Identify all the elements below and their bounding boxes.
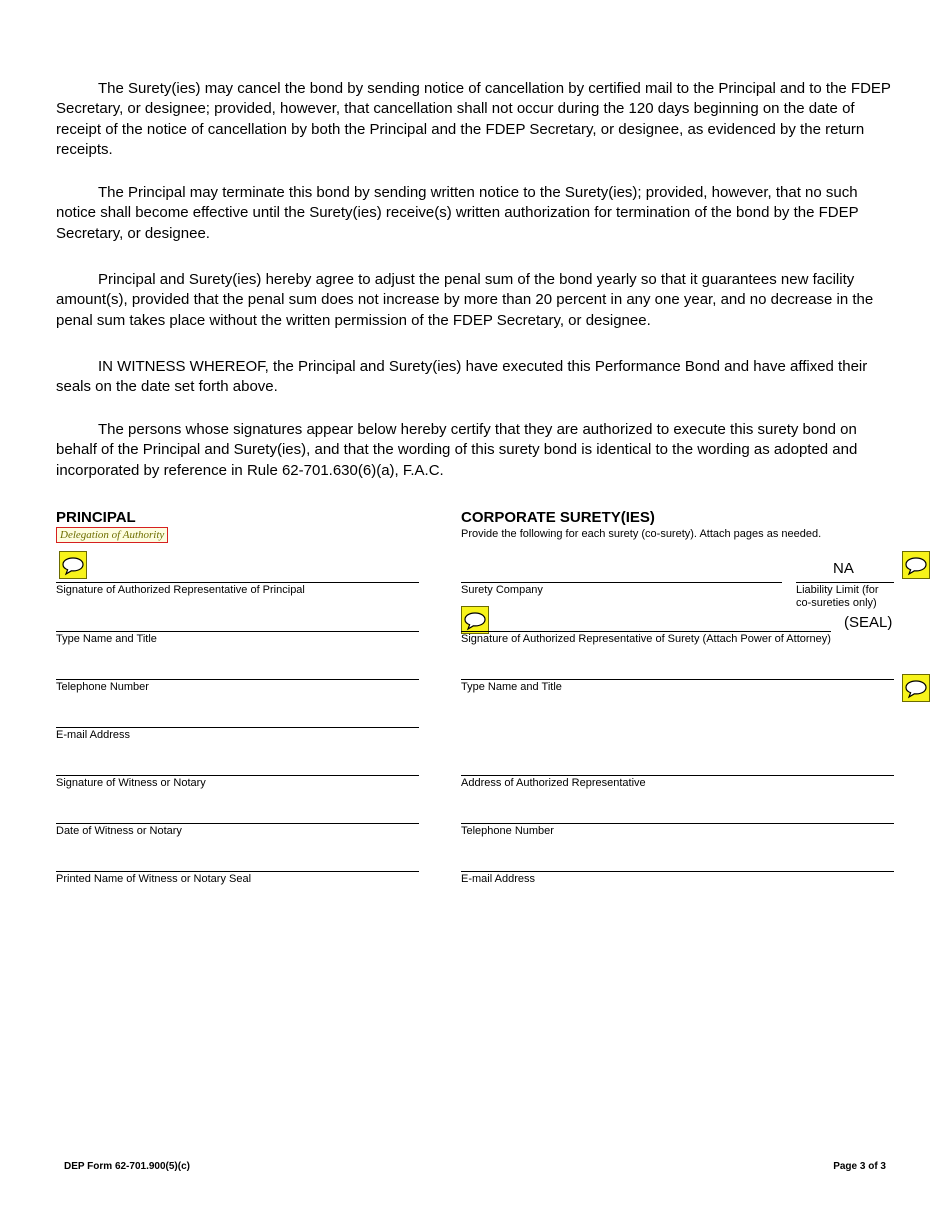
principal-telephone-label: Telephone Number [56, 681, 149, 693]
principal-name-title-label: Type Name and Title [56, 633, 157, 645]
witness-date-label: Date of Witness or Notary [56, 825, 182, 837]
principal-email-line[interactable] [56, 727, 419, 728]
surety-email-line[interactable] [461, 871, 894, 872]
paragraph-certification: The persons whose signatures appear below hereby certify that they are authorized to execute this surety bond on behalf of the Principal and Surety(ies), and that the wording of this surety bond is identical to the wording as adopted and incorporated by reference in Rule 62-701.630(6)(a), F.A.C. [56, 421, 858, 479]
seal-label: (SEAL) [844, 614, 893, 631]
paragraph-cancellation: The Surety(ies) may cancel the bond by sending notice of cancellation by certified mail to the Principal and to the FDEP Secretary, or designee; provided, however, that cancellation shall not occur during the 120 days beginning on the date of receipt of the notice of cancellation by both the Principal and the FDEP Secretary, or designee, as evidenced by the return receipts. [56, 80, 891, 158]
comment-note-icon[interactable] [461, 606, 489, 634]
surety-telephone-label: Telephone Number [461, 825, 554, 837]
comment-note-icon[interactable] [902, 551, 930, 579]
surety-address-label: Address of Authorized Representative [461, 777, 646, 789]
witness-printed-name-label: Printed Name of Witness or Notary Seal [56, 873, 252, 885]
principal-telephone-line[interactable] [56, 679, 419, 680]
liability-limit-label: Liability Limit (for co-sureties only) [796, 584, 879, 609]
surety-company-line[interactable] [461, 582, 782, 583]
surety-company-label: Surety Company [461, 584, 543, 596]
surety-address-line[interactable] [461, 775, 894, 776]
surety-signature-line[interactable] [461, 631, 831, 632]
surety-instruction: Provide the following for each surety (co-surety). Attach pages as needed. [461, 528, 822, 540]
principal-signature-line[interactable] [56, 582, 419, 583]
comment-note-icon[interactable] [902, 674, 930, 702]
liability-limit-line[interactable] [796, 582, 894, 583]
principal-email-label: E-mail Address [56, 729, 130, 741]
principal-signature-label: Signature of Authorized Representative of Principal [56, 584, 305, 596]
surety-email-label: E-mail Address [461, 873, 535, 885]
surety-name-title-label: Type Name and Title [461, 681, 562, 693]
paragraph-termination: The Principal may terminate this bond by sending written notice to the Surety(ies); provided, however, that no such notice shall become effective until the Surety(ies) receive(s) written authorization for termination of the bond by the FDEP Secretary, or designee. [56, 184, 859, 242]
delegation-of-authority-button[interactable]: Delegation of Authority [56, 527, 168, 543]
principal-name-title-line[interactable] [56, 631, 419, 632]
witness-printed-name-line[interactable] [56, 871, 419, 872]
liability-limit-value[interactable]: NA [833, 560, 854, 577]
principal-heading: PRINCIPAL [56, 509, 136, 526]
paragraph-witness: IN WITNESS WHEREOF, the Principal and Surety(ies) have executed this Performance Bond and have affixed their seals on the date set forth above. [56, 358, 868, 396]
surety-signature-label: Signature of Authorized Representative of Surety (Attach Power of Attorney) [461, 633, 831, 645]
page-number: Page 3 of 3 [833, 1161, 886, 1172]
surety-name-title-line[interactable] [461, 679, 894, 680]
comment-note-icon[interactable] [59, 551, 87, 579]
form-number: DEP Form 62-701.900(5)(c) [64, 1161, 190, 1172]
witness-signature-line[interactable] [56, 775, 419, 776]
surety-telephone-line[interactable] [461, 823, 894, 824]
witness-signature-label: Signature of Witness or Notary [56, 777, 206, 789]
paragraph-penal-sum: Principal and Surety(ies) hereby agree to adjust the penal sum of the bond yearly so that it guarantees new facility amount(s), provided that the penal sum does not increase by more than 20 percent in any one year, and no decrease in the penal sum takes place without the written permission of the FDEP Secretary, or designee. [56, 271, 874, 329]
witness-date-line[interactable] [56, 823, 419, 824]
surety-heading: CORPORATE SURETY(IES) [461, 509, 655, 526]
